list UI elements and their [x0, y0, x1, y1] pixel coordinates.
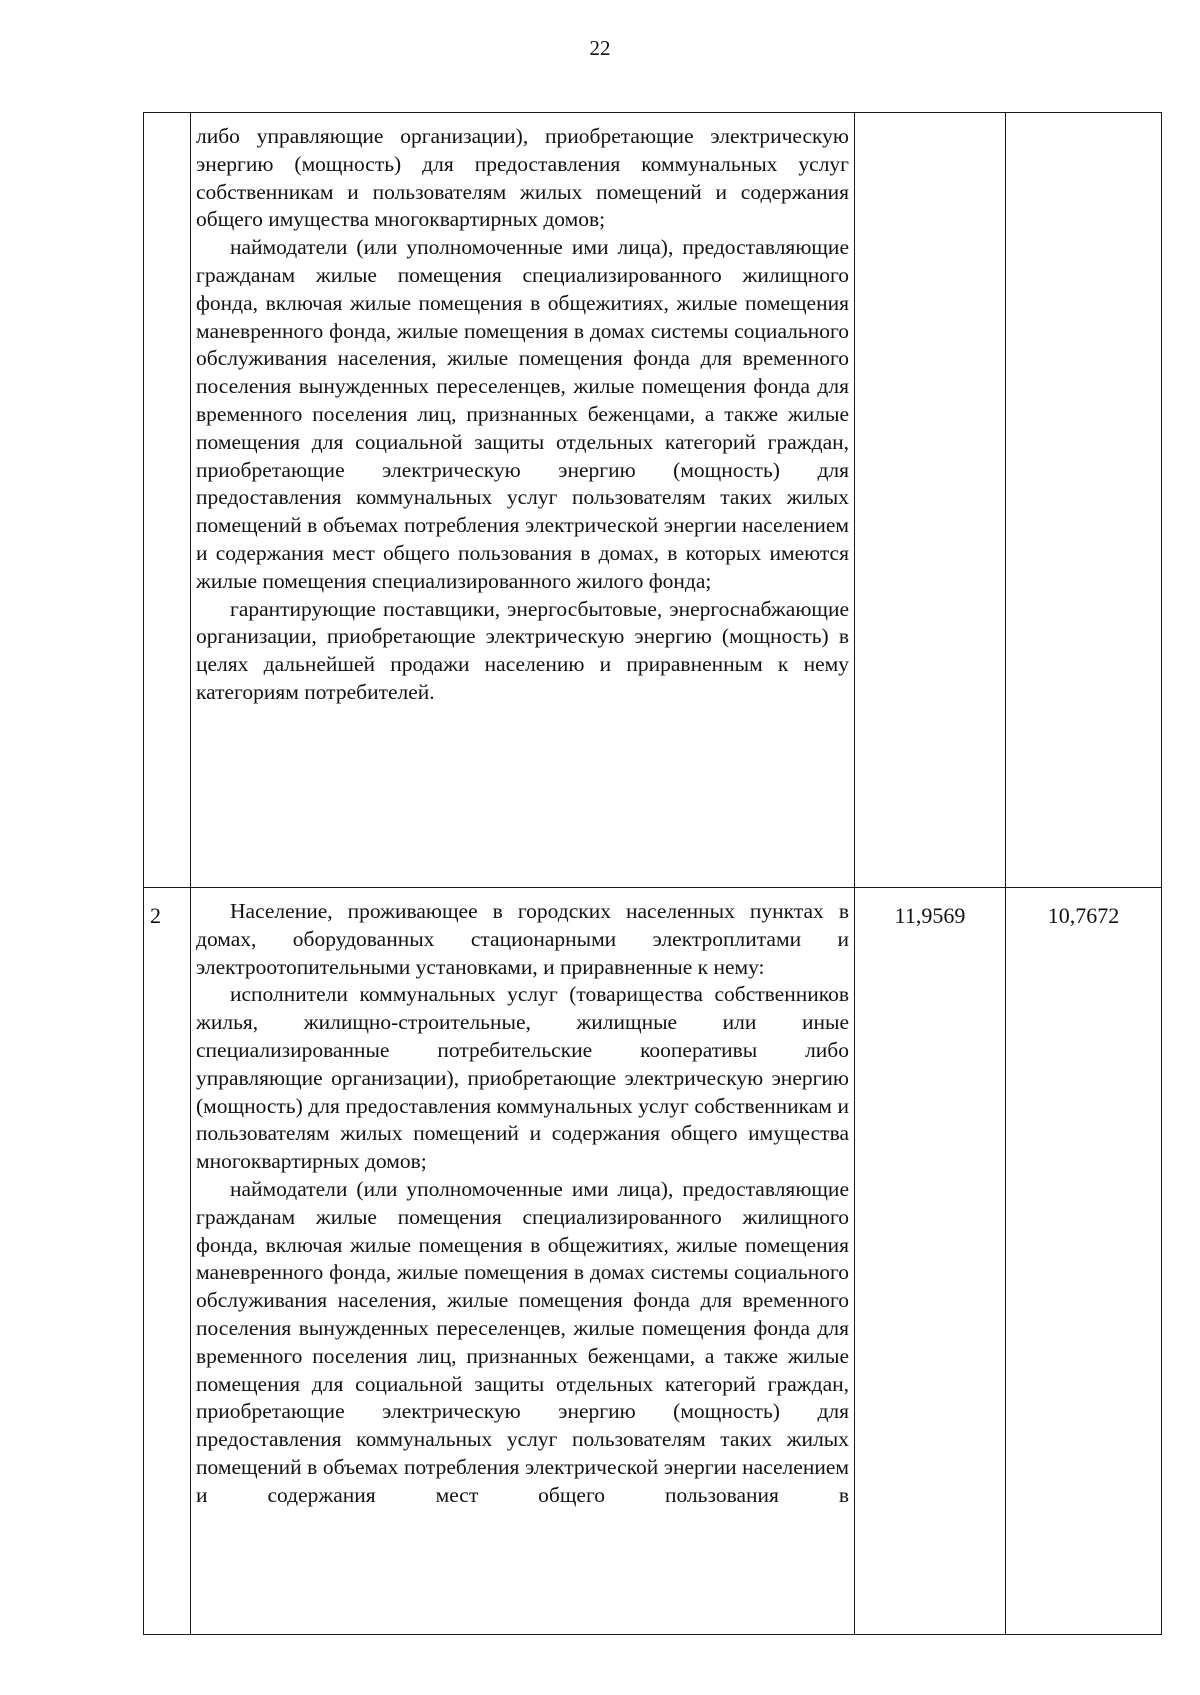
- description-paragraph: наймодатели (или уполномоченные ими лица), предоставляющие гражданам жилые помещения специализированного жилищного фонда, включая жилые помещения в общежитиях, жилые помещения маневренного фонда, жилые помещения в домах системы социального обслуживания населения, жилые помещения фонда для временного поселения вынужденных переселенцев, жилые помещения фонда для временного поселения лиц, признанных беженцами, а также жилые помещения для социальной защиты отдельных категорий граждан, приобретающие электрическую энергию (мощность) для предоставления коммунальных услуг пользователям таких жилых помещений в объемах потребления электрической энергии населением и содержания мест общего пользования в: [196, 1176, 849, 1507]
- row-number-cell: 2: [144, 888, 191, 1635]
- tariff-value-2-cell: [1006, 113, 1162, 888]
- description-paragraph: гарантирующие поставщики, энергосбытовые, энергоснабжающие организации, приобретающие электрическую энергию (мощность) в целях дальнейшей продажи населению и приравненным к нему категориям потребителей.: [196, 596, 849, 704]
- row-number-cell: [144, 113, 191, 888]
- tariff-value-1-cell: [855, 113, 1006, 888]
- tariff-value-1-cell: 11,9569: [855, 888, 1006, 1635]
- page-number: 22: [589, 36, 611, 60]
- category-description-cell: [191, 888, 855, 1635]
- tariff-value-2-cell: 10,7672: [1006, 888, 1162, 1635]
- description-paragraph: исполнители коммунальных услуг (товарищества собственников жилья, жилищно-строительные, жилищные или иные специализированные потребительские кооперативы либо управляющие организации), приобретающие электрическую энергию (мощность) для предоставления коммунальных услуг собственникам и пользователям жилых помещений и содержания общего имущества многоквартирных домов;: [196, 982, 849, 1174]
- description-paragraph: наймодатели (или уполномоченные ими лица), предоставляющие гражданам жилые помещения специализированного жилищного фонда, включая жилые помещения в общежитиях, жилые помещения маневренного фонда, жилые помещения в домах системы социального обслуживания населения, жилые помещения фонда для временного поселения вынужденных переселенцев, жилые помещения фонда для временного поселения лиц, признанных беженцами, а также жилые помещения для социальной защиты отдельных категорий граждан, приобретающие электрическую энергию (мощность) для предоставления коммунальных услуг пользователям таких жилых помещений в объемах потребления электрической энергии населением и содержания мест общего пользования в домах, в которых имеются жилые помещения специализированного жилого фонда;: [196, 235, 849, 593]
- category-description-cell: [191, 113, 855, 888]
- table-row: [144, 113, 1162, 888]
- tariff-table: [143, 112, 1162, 1635]
- description-paragraph: Население, проживающее в городских населенных пунктах в домах, оборудованных стационарными электроплитами и электроотопительными установками, и приравненные к нему:: [196, 899, 849, 979]
- table-row: [144, 888, 1162, 1635]
- description-paragraph: либо управляющие организации), приобретающие электрическую энергию (мощность) для предоставления коммунальных услуг собственникам и пользователям жилых помещений и содержания общего имущества многоквартирных домов;: [196, 124, 849, 232]
